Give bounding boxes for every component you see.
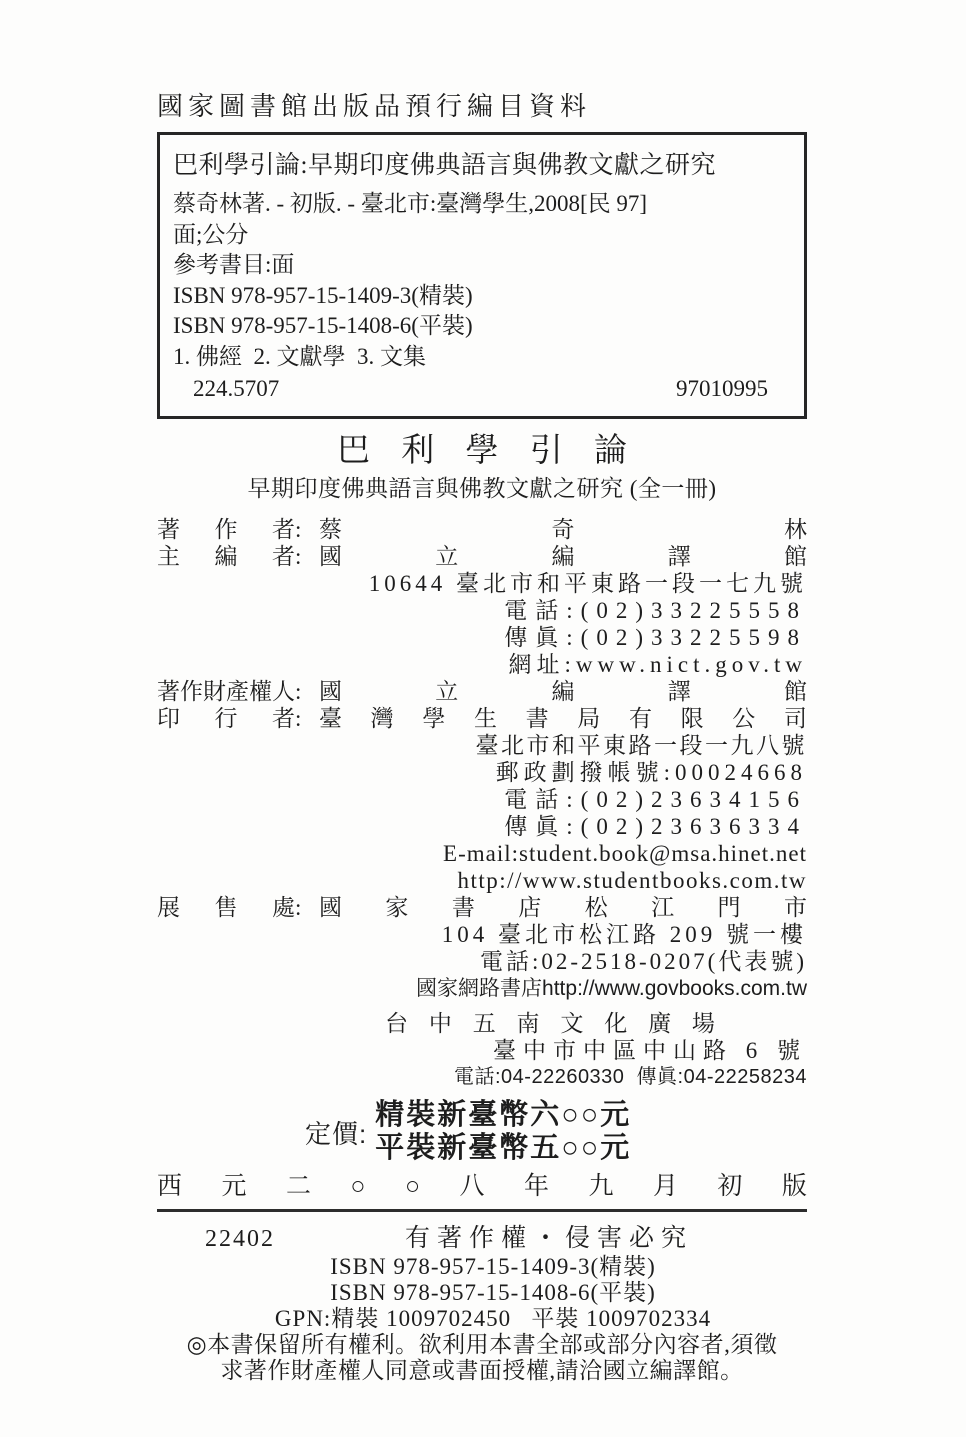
rights-holder-value: 國 立 編 譯 館 <box>319 679 807 704</box>
footer-code: 22402 <box>205 1226 275 1252</box>
cip-isbn-hardcover: ISBN 978-957-15-1409-3(精裝) <box>173 282 473 308</box>
footer-isbn-paperback: ISBN 978-957-15-1408-6(平裝) <box>330 1280 656 1305</box>
price-lines <box>375 1099 631 1165</box>
editor-website: 網址:www.nict.gov.tw <box>508 652 807 677</box>
book-subtitle: 早期印度佛典語言與佛教文獻之研究 (全一冊) <box>247 476 717 501</box>
cip-isbn-paperback: ISBN 978-957-15-1408-6(平裝) <box>173 313 473 338</box>
cip-class-number: 224.5707 <box>193 376 280 401</box>
printer-postal-account: 郵政劃撥帳號:00024668 <box>495 760 807 785</box>
divider-rule <box>157 1209 807 1212</box>
venue2-tel-fax: 電話:04-22260330 傳眞:04-22258234 <box>453 1066 807 1088</box>
footer <box>157 1224 807 1384</box>
cip-imprint: 蔡奇林著. - 初版. - 臺北市:臺灣學生,2008[民 97] <box>173 191 648 216</box>
author-value: 蔡 奇 林 <box>319 517 807 542</box>
price-paperback: 平裝新臺幣五○○元 <box>375 1132 632 1164</box>
editor-label: 主 編 者 <box>157 544 295 569</box>
showroom-colon: : <box>295 895 302 920</box>
author-label: 著 作 者 <box>157 517 295 542</box>
author-colon: : <box>295 517 302 542</box>
printer-colon: : <box>295 706 302 731</box>
editor-fax: 傳眞:(02)33225598 <box>504 625 807 650</box>
editor-tel: 電話:(02)33225558 <box>504 598 807 623</box>
book-title: 巴 利 學 引 論 <box>337 433 627 469</box>
showroom-label: 展 售 處 <box>157 895 295 920</box>
footer-gpn: GPN:精裝 1009702450 平裝 1009702334 <box>274 1306 712 1331</box>
printer-website: http://www.studentbooks.com.tw <box>457 868 807 893</box>
rights-line2: 求著作財產權人同意或書面授權,請洽國立編譯館。 <box>220 1358 744 1383</box>
footer-isbn-hardcover: ISBN 978-957-15-1409-3(精裝) <box>330 1254 656 1279</box>
entry-author <box>157 516 807 543</box>
cip-collation: 面;公分 <box>173 221 249 247</box>
printer-email: E-mail:student.book@msa.hinet.net <box>443 841 807 866</box>
content-column <box>157 92 807 1384</box>
cip-title: 巴利學引論:早期印度佛典語言與佛教文獻之研究 <box>173 152 716 179</box>
editor-address: 10644 臺北市和平東路一段一七九號 <box>368 571 807 596</box>
price-hardcover: 精裝新臺幣六○○元 <box>375 1099 632 1131</box>
showroom-online-store: 國家網路書店http://www.govbooks.com.tw <box>416 977 807 1000</box>
editor-value: 國 立 編 譯 館 <box>319 544 807 569</box>
showroom-address: 104 臺北市松江路 209 號一樓 <box>441 922 807 947</box>
price-label <box>305 1114 367 1151</box>
rights-holder-colon: : <box>295 679 302 704</box>
printer-value: 臺 灣 學 生 書 局 有 限 公 司 <box>319 706 807 731</box>
printer-label: 印 行 者 <box>157 706 295 731</box>
cip-bibliography: 參考書目:面 <box>173 252 295 277</box>
editor-colon: : <box>295 544 302 569</box>
cip-subjects: 1. 佛經 2. 文獻學 3. 文集 <box>173 343 426 369</box>
price-colon: : <box>359 1118 368 1149</box>
showroom-value: 國 家 書 店 松 江 門 市 <box>319 895 807 920</box>
showroom-venue2: 台 中 五 南 文 化 廣 場 <box>385 1011 715 1036</box>
printer-address: 臺北市和平東路一段一九八號 <box>475 733 807 758</box>
footer-top-row <box>157 1224 807 1254</box>
cip-bottom-row <box>173 372 790 404</box>
cip-box <box>157 132 807 419</box>
entry-editor <box>157 543 807 570</box>
printer-fax: 傳眞:(02)23636334 <box>504 814 807 839</box>
rights-holder-label: 著 作 財 產 權 人 <box>157 679 295 704</box>
venue2-address: 臺中市中區中山路 6 號 <box>493 1038 807 1063</box>
price-block <box>305 1099 807 1165</box>
entry-rights-holder <box>157 678 807 705</box>
entry-showroom <box>157 894 807 921</box>
colophon <box>157 516 807 1201</box>
cip-heading: 國家圖書館出版品預行編目資料 <box>157 92 592 121</box>
copyright-notice: 有著作權・侵害必究 <box>405 1225 694 1252</box>
price-label-text: 定價 <box>305 1118 360 1149</box>
rights-line1: ◎本書保留所有權利。欲利用本書全部或部分內容者,須徵 <box>186 1332 778 1357</box>
edition-line: 西 元 二 ○ ○ 八 年 九 月 初 版 <box>157 1173 807 1200</box>
entry-printer <box>157 705 807 732</box>
showroom-tel: 電話:02-2518-0207(代表號) <box>479 949 807 974</box>
printer-tel: 電話:(02)23634156 <box>504 787 807 812</box>
cip-record-number: 97010995 <box>676 376 768 401</box>
